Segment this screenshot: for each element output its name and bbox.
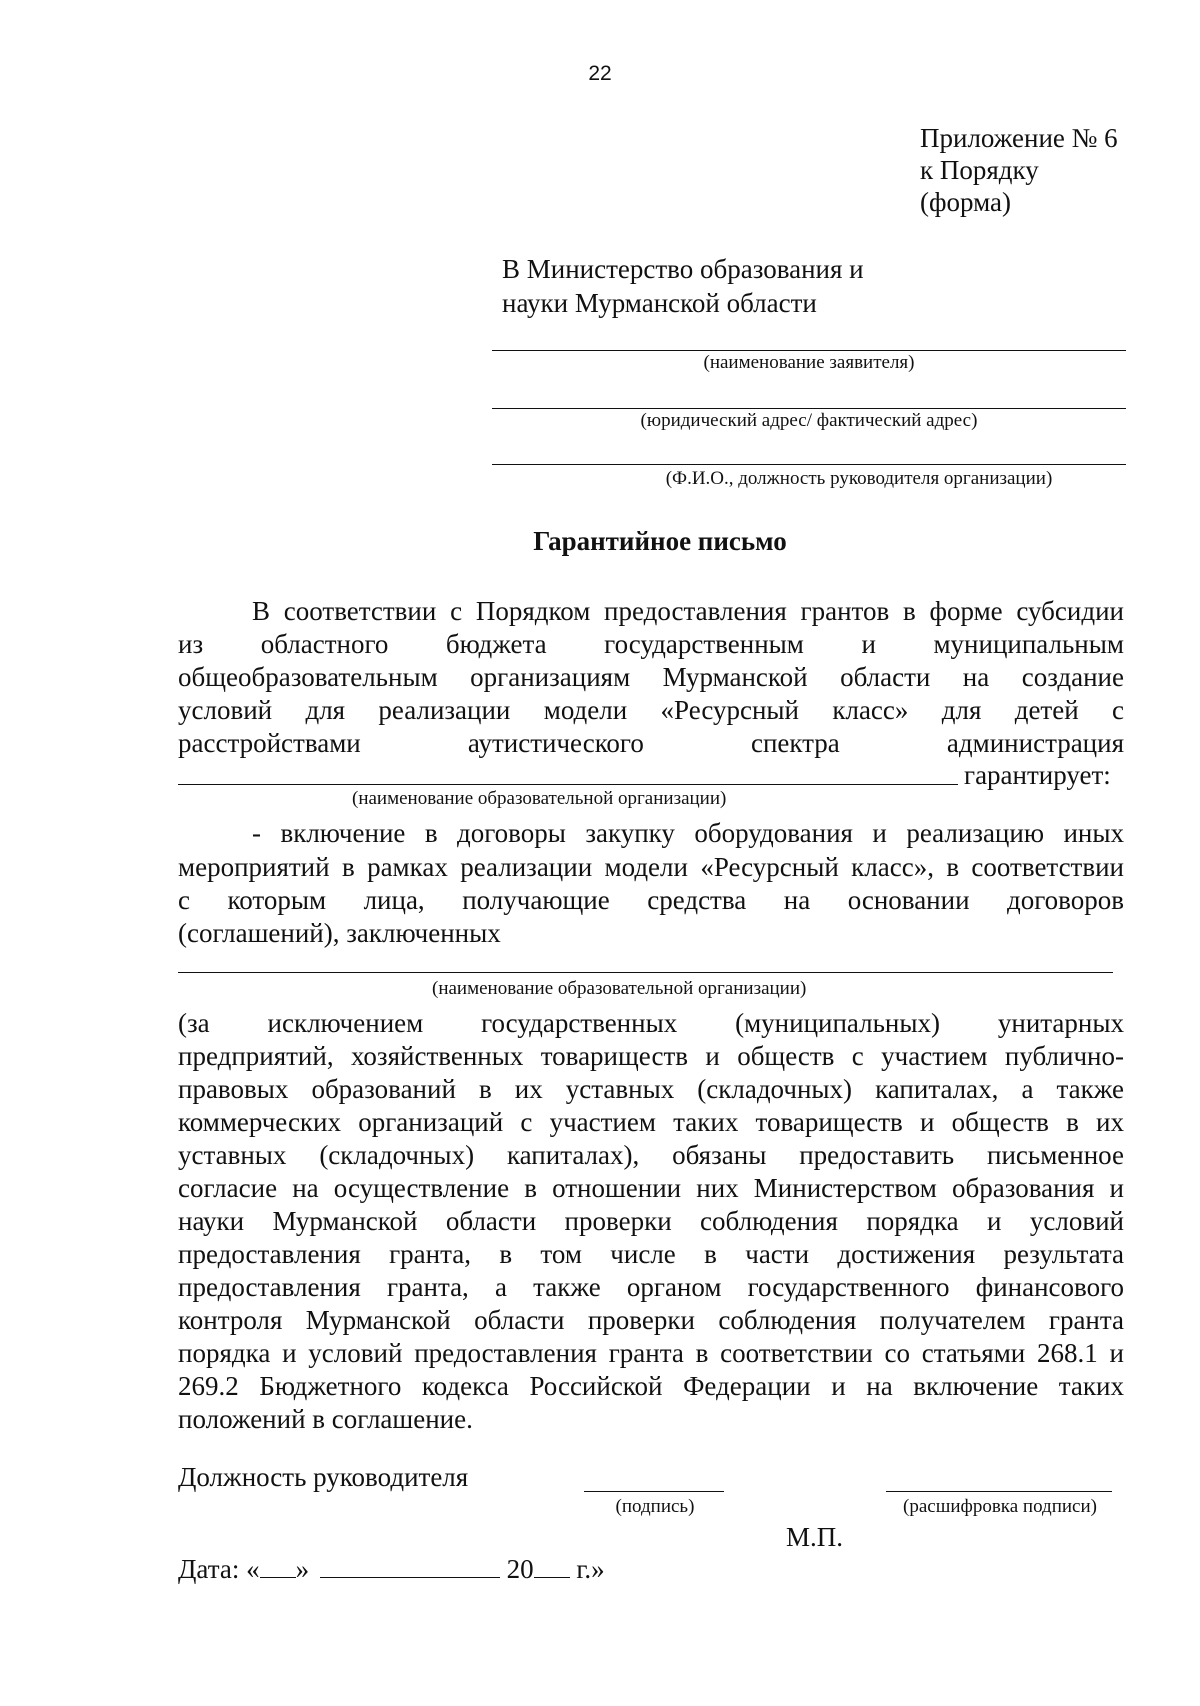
appendix-line-3: (форма) (920, 187, 1011, 217)
organization-name-field-2 (178, 972, 1113, 973)
paragraph-3-line: согласие на осуществление в отношении них Министерством образования и (178, 1173, 1124, 1203)
paragraph-3-line: контроля Мурманской области проверки соблюдения получателем гранта (178, 1305, 1124, 1335)
signature-caption: (подпись) (615, 1496, 695, 1517)
date-day-blank (260, 1577, 296, 1578)
addressee-block (502, 252, 864, 320)
addressee-line-1: В Министерство образования и (502, 254, 864, 284)
paragraph-1-line: условий для реализации модели «Ресурсный класс» для детей с (178, 695, 1124, 725)
paragraph-3-line: (за исключением государственных (муниципальных) унитарных (178, 1008, 1124, 1038)
paragraph-3-line: коммерческих организаций с участием таких товариществ и обществ в их (178, 1107, 1124, 1137)
paragraph-1-line: общеобразовательным организациям Мурманской области на создание (178, 662, 1124, 692)
paragraph-3-line: уставных (складочных) капиталах), обязаны предоставить письменное (178, 1140, 1124, 1170)
date-year-suffix: г.» (576, 1554, 605, 1584)
addressee-line-2: науки Мурманской области (502, 288, 817, 318)
paragraph-2-line: с которым лица, получающие средства на основании договоров (178, 885, 1124, 915)
date-line (178, 1554, 605, 1585)
head-name-caption: (Ф.И.О., должность руководителя организации) (665, 468, 1053, 489)
appendix-block (920, 122, 1118, 218)
applicant-name-field (492, 350, 1126, 351)
paragraph-3-line: науки Мурманской области проверки соблюдения порядка и условий (178, 1206, 1124, 1236)
head-name-field (492, 464, 1126, 465)
date-month-blank (320, 1577, 500, 1578)
paragraph-2-line: - включение в договоры закупку оборудования и реализацию иных (252, 818, 1124, 848)
paragraph-3-line: порядка и условий предоставления гранта в соответствии со статьями 268.1 и (178, 1338, 1124, 1368)
position-label: Должность руководителя (178, 1462, 469, 1492)
page-number: 22 (588, 62, 612, 85)
appendix-line-2: к Порядку (920, 155, 1039, 185)
applicant-name-caption: (наименование заявителя) (703, 352, 915, 373)
paragraph-3-line: предоставления гранта, в том числе в части достижения результата (178, 1239, 1124, 1269)
signature-field (584, 1491, 724, 1492)
date-label: Дата: « (178, 1554, 260, 1584)
appendix-line-1: Приложение № 6 (920, 123, 1118, 153)
stamp-mark: М.П. (786, 1522, 844, 1552)
address-caption: (юридический адрес/ фактический адрес) (640, 410, 978, 431)
paragraph-3-line: 269.2 Бюджетного кодекса Российской Федерации и на включение таких (178, 1371, 1124, 1401)
guarantees-text: гарантирует: (964, 760, 1111, 790)
paragraph-1-line: расстройствами аутистического спектра администрация (178, 728, 1124, 758)
date-year-prefix: 20 (506, 1554, 534, 1584)
paragraph-3-line: правовых образований в их уставных (складочных) капиталах, а также (178, 1074, 1124, 1104)
organization-name-caption-1: (наименование образовательной организации) (352, 788, 727, 809)
paragraph-2-line: (соглашений), заключенных (178, 918, 501, 948)
paragraph-1-line: В соответствии с Порядком предоставления грантов в форме субсидии (252, 596, 1124, 626)
signature-decoding-field (886, 1491, 1112, 1492)
paragraph-2-line: мероприятий в рамках реализации модели «Ресурсный класс», в соответствии (178, 852, 1124, 882)
signature-decoding-caption: (расшифровка подписи) (903, 1496, 1097, 1517)
paragraph-3-line: положений в соглашение. (178, 1404, 473, 1434)
paragraph-3-line: предприятий, хозяйственных товариществ и обществ с участием публично- (178, 1041, 1124, 1071)
paragraph-3-line: предоставления гранта, а также органом государственного финансового (178, 1272, 1124, 1302)
paragraph-1-line: из областного бюджета государственным и муниципальным (178, 629, 1124, 659)
address-field (492, 408, 1126, 409)
date-close-quote: » (295, 1554, 310, 1584)
organization-name-caption-2: (наименование образовательной организации) (432, 978, 807, 999)
organization-name-field (178, 784, 958, 785)
document-title: Гарантийное письмо (533, 526, 787, 556)
date-year-blank (534, 1577, 570, 1578)
